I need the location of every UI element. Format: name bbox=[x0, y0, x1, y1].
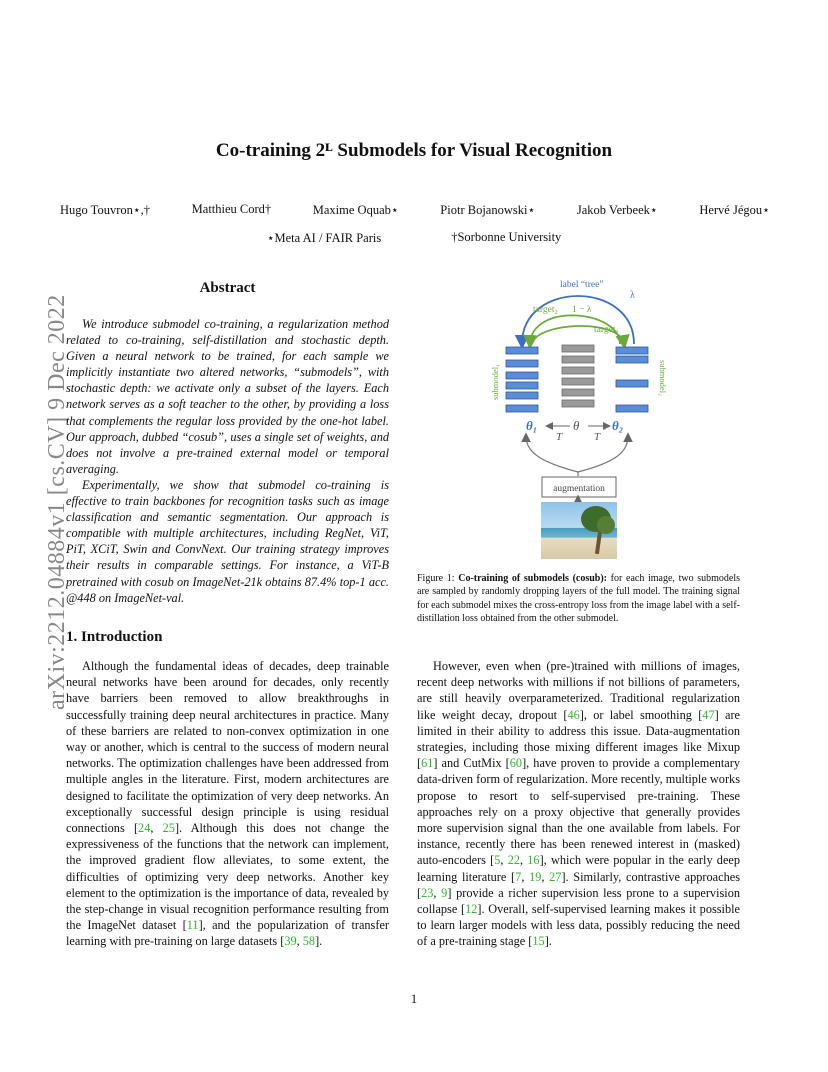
abstract-heading: Abstract bbox=[199, 280, 256, 296]
citation-link[interactable]: 7 bbox=[515, 869, 522, 884]
citation-link[interactable]: 16 bbox=[527, 853, 540, 868]
citation-link[interactable]: 47 bbox=[702, 707, 715, 722]
theta-text: θ bbox=[573, 418, 580, 433]
citation-link[interactable]: 11 bbox=[186, 918, 199, 933]
citation-link[interactable]: 61 bbox=[421, 756, 434, 771]
arxiv-sidebar bbox=[14, 290, 70, 710]
citation-link[interactable]: 27 bbox=[549, 869, 562, 884]
submodel1-layers bbox=[506, 347, 538, 412]
author: Maxime Oquab⋆ bbox=[312, 203, 399, 217]
abstract-paragraph: Experimentally, we show that submodel co-training is effective to train backbones for recognition tasks such as image classification and semantic segmentation. Our approach is compatible with multiple architectures, including RegNet, ViT, PiT, XCiT, Swin and ConvNext. Our training strategy improves their results in comparable settings. For instance, a ViT-B pretrained with cosub on ImageNet-21k obtains 87.4% top-1 acc. @448 on ImageNet-val. bbox=[66, 477, 389, 605]
theta2-text: θ₂ bbox=[612, 418, 624, 433]
affiliation-list bbox=[0, 230, 828, 246]
citation-link[interactable]: 22 bbox=[507, 853, 520, 868]
one-minus-lambda-text: 1 − λ bbox=[572, 305, 592, 315]
arxiv-identifier: arXiv:2212.04884v1 [cs.CV] 9 Dec 2022 bbox=[44, 294, 70, 710]
author: Matthieu Cord† bbox=[191, 202, 272, 216]
affiliation: ⋆Meta AI / FAIR Paris bbox=[266, 231, 382, 245]
theta1-text: θ₁ bbox=[526, 418, 538, 433]
citation-link[interactable]: 24 bbox=[138, 821, 151, 836]
paper-title: Co-training 2ᴸ Submodels for Visual Recognition bbox=[215, 140, 613, 161]
author: Hugo Touvron⋆,† bbox=[60, 203, 151, 217]
citation-link[interactable]: 19 bbox=[529, 869, 542, 884]
citation-link[interactable]: 23 bbox=[421, 885, 434, 900]
submodel2-layers bbox=[616, 347, 648, 412]
citation-link[interactable]: 60 bbox=[509, 756, 523, 771]
transform-t-left: T bbox=[556, 431, 563, 443]
label-tree-text: label “tree” bbox=[560, 280, 604, 290]
author: Hervé Jégou⋆ bbox=[699, 203, 770, 217]
citation-link[interactable]: 12 bbox=[465, 902, 478, 917]
augmentation-box-label: augmentation bbox=[553, 484, 605, 494]
intro-column-right bbox=[417, 658, 740, 950]
author: Piotr Bojanowski⋆ bbox=[440, 203, 536, 217]
full-model-layers bbox=[562, 345, 594, 407]
intro-paragraph: Although the fundamental ideas of decades, deep trainable neural networks have been around for decades, only recently have barriers been removed to allow breakthroughs in successfully training deep neural architectures in practice. Many of these barriers are related to non-convex optimization in one way or another, which is central to the success of modern neural networks. The optimization challenges have been addressed from multiple angles in the literature. First, modern architectures are designed to facilitate the optimization of very deep networks. An exceptionally successful design principle is using residual connections [24, 25]. Although this does not change the expressiveness of the functions that the network can implement, the improved gradient flow alleviates, to some extent, the difficulties of optimizing very deep networks. Another key element to the optimization is the importance of data, revealed by the step-change in visual recognition performance resulting from the ImageNet dataset [11], and the popularization of transfer learning with pre-training on large datasets [39, 58]. bbox=[66, 659, 389, 949]
citation-link[interactable]: 46 bbox=[567, 707, 580, 722]
intro-column-left bbox=[66, 658, 389, 950]
citation-link[interactable]: 5 bbox=[494, 853, 501, 868]
page-number: 1 bbox=[410, 992, 418, 1006]
abstract-paragraph: We introduce submodel co-training, a regularization method related to co-training, self-distillation and stochastic depth. Given a neural network to be trained, for each sample we implicitly instantiate two altered networks, “submodels”, with stochastic depth: we activate only a subset of the layers. Each network serves as a soft teacher to the other, by providing a loss that complements the regular loss provided by the one-hot label. Our approach, dubbed “cosub”, uses a single set of weights, and does not involve a pre-trained external model or temporal averaging. bbox=[66, 317, 389, 476]
submodel2-label: submodel₂ bbox=[658, 360, 668, 397]
author-list bbox=[60, 202, 770, 218]
citation-link[interactable]: 15 bbox=[532, 934, 545, 949]
intro-paragraph: However, even when (pre-)trained with millions of images, recent deep networks with millions if not billions of parameters, are still heavily overparameterized. Traditional regularization like weight decay, dropout [46], or label smoothing [47] are limited in their ability to address this issue. Data-augmentation strategies, including those mixing different images like Mixup [61] and CutMix [60], have proven to provide a complementary data-driven form of regularization. More recently, multiple works propose to resort to self-supervised pre-training. These approaches rely on a proxy objective that generally provides more supervision signal than the one available from labels. For instance, recently there has been renewed interest in (masked) auto-encoders [5, 22, 16], which were popular in the early deep learning literature [7, 19, 27]. Similarly, contrastive approaches [23, 9] provide a richer supervision less prone to a supervision collapse [12]. Overall, self-supervised learning makes it possible to learn larger models with less data, possibly reducing the need of a pre-training stage [15]. bbox=[417, 659, 741, 949]
author: Jakob Verbeek⋆ bbox=[576, 203, 658, 217]
citation-link[interactable]: 58 bbox=[302, 934, 316, 949]
figure-caption: Figure 1: Co-training of submodels (cosub): for each image, two submodels are sampled by randomly dropping layers of the full model. The training signal for each submodel mixes the cross-entropy loss from the image label with a self-distillation loss obtained from the other submodel. bbox=[417, 573, 741, 625]
transform-t-right: T bbox=[594, 431, 601, 443]
citation-link[interactable]: 39 bbox=[284, 934, 297, 949]
submodel1-label: submodel₁ bbox=[490, 363, 500, 400]
section-heading-introduction: 1. Introduction bbox=[66, 629, 163, 645]
target2-text: target₂ bbox=[533, 305, 558, 315]
beach-tree-photo bbox=[541, 502, 617, 559]
label-arc bbox=[522, 296, 634, 344]
target1-text: target₁ bbox=[594, 325, 619, 335]
citation-link[interactable]: 9 bbox=[441, 885, 448, 900]
lambda-text: λ bbox=[630, 290, 635, 301]
affiliation: †Sorbonne University bbox=[451, 230, 562, 244]
citation-link[interactable]: 25 bbox=[162, 821, 175, 836]
abstract-body bbox=[66, 316, 389, 606]
